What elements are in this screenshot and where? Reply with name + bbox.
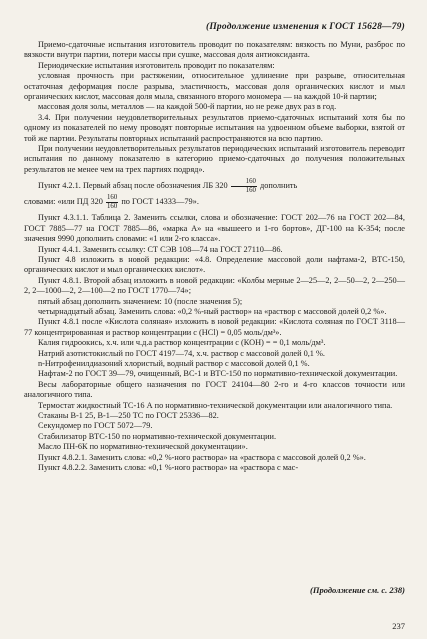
paragraph: Натрий азотистокислый по ГОСТ 4197—74, х.ч. раствор с массовой долей 0,1 %.	[38, 348, 326, 358]
page-header: (Продолжение изменения к ГОСТ 15628—79)	[205, 22, 405, 32]
paragraph: Масло ПН-6К по нормативно-технической документации».	[38, 442, 248, 452]
text-span: Пункт 4.2.1. Первый абзац после обозначения ЛБ 320	[38, 181, 228, 191]
fraction	[231, 178, 257, 194]
paragraph: Термостат жидкостный ТС-16 А по нормативно-технической документации или аналогичного типа.	[38, 400, 393, 410]
paragraph: Стаканы В-1 25, В-1—250 ТС по ГОСТ 25336—82.	[38, 411, 219, 420]
paragraph: четырнадцатый абзац. Заменить слова: «0,2 %-ный раствор» на «раствор с массовой долей 0,2 %».	[38, 306, 387, 316]
fraction-numerator: 160	[107, 194, 118, 202]
paragraph: Секундомер по ГОСТ 5072—79.	[38, 421, 153, 431]
page-number: 237	[392, 621, 405, 631]
paragraph: пятый абзац дополнить значением: 10 (после значения 5);	[38, 296, 243, 306]
fraction-denominator: 160	[107, 202, 118, 210]
paragraph: Калия гидроокись, х.ч. или ч.д.а раствор концентрации с (КОН) = = 0,1 моль/дм³.	[38, 338, 326, 348]
paragraph: условная прочность при растяжении, относительное удлинение при разрыве, относительная остаточная деформация после разрыва, эластичность, массовая доля органических кислот и мыл органических кислот, массовая доля мыла, связанного второго мономера — на каждой 10-й партии;	[24, 71, 405, 102]
paragraph: Пункт 4.8.2.1. Заменить слова: «0,2 %-ного раствора» на «раствора с массовой долей 0,2 %».	[38, 452, 366, 462]
paragraph: Стабилизатор ВТС-150 по нормативно-технической документации.	[38, 431, 277, 441]
text-span: словами: «или ПД 320	[24, 197, 103, 207]
fraction-numerator: 160	[231, 178, 257, 187]
paragraph-4-2-1	[24, 178, 405, 194]
paragraph: n-Нитрофенилдиазоний хлористый, водный раствор с массовой долей 0,1 %.	[38, 358, 310, 368]
paragraph: Пункт 4.8.1 после «Кислота соляная» изложить в новой редакции: «Кислота соляная по ГОСТ 3118—77 концентрированная и раствор концентрации с (HCl) = 0,05 моль/дм³».	[24, 317, 405, 337]
paragraph: массовая доля золы, металлов — на каждой 500-й партии, но не реже двух раз в год.	[38, 102, 337, 112]
paragraph: Нафтам-2 по ГОСТ 39—79, очищенный, ВС-1 и ВТС-150 по нормативно-технической документации.	[38, 369, 398, 379]
paragraph: Весы лабораторные общего назначения по ГОСТ 24104—80 2-го и 4-го классов точности или аналогичного типа.	[24, 379, 405, 400]
continuation-note: (Продолжение см. с. 238)	[310, 585, 405, 595]
paragraph: Пункт 4.8 изложить в новой редакции: «4.8. Определение массовой доли нафтама-2, ВТС-150, органических кислот и мыл органических кислот».	[24, 254, 405, 275]
paragraph: При получении неудовлетворительных результатов периодических испытаний изготовитель переводит испытания по данному показателю в категорию приемо-сдаточных до получения положительных результатов не менее чем на трех партиях подряд».	[24, 144, 405, 174]
paragraph: 3.4. При получении неудовлетворительных результатов приемо-сдаточных испытаний хотя бы по одному из показателей по нему проводят повторные испытания на удвоенном объеме выборки, взятой от той же партии. Результаты повторных испытаний распространяются на всю партию.	[24, 112, 405, 143]
paragraph: Пункт 4.8.2.2. Заменить слова: «0,1 %-ного раствора» на «раствора с мас-	[38, 463, 299, 473]
document-body	[24, 40, 405, 473]
paragraph: Пункт 4.4.1. Заменить ссылку: СТ СЭВ 108—74 на ГОСТ 27110—86.	[38, 244, 283, 254]
paragraph: Приемо-сдаточные испытания изготовитель проводит по показателям: вязкость по Муни, разброс по вязкости внутри партии, потери массы при сушке, массовая доля антиоксиданта.	[24, 40, 405, 60]
text-span: по ГОСТ 14333—79».	[121, 197, 199, 207]
fraction	[106, 194, 118, 210]
fraction-denominator: 160	[245, 186, 256, 194]
paragraph: Пункт 4.8.1. Второй абзац изложить в новой редакции: «Колбы мерные 2—25—2, 2—50—2, 2—250—2, 2—1000—2, 2—100—2 по ГОСТ 1770—74»;	[24, 275, 405, 296]
paragraph: Пункт 4.3.1.1. Таблица 2. Заменить ссылки, слова и обозначение: ГОСТ 202—76 на ГОСТ 202—84, ГОСТ 7885—77 на ГОСТ 7885—86, «марка А» на «вышеего и 1-го бортов», ДГ-100 на К-354; после значения 9990 дополнить словами: «1 или 2-го класса».	[24, 213, 405, 244]
paragraph: Периодические испытания изготовитель проводит по показателям:	[38, 60, 275, 70]
paragraph-4-2-1-cont	[24, 194, 405, 210]
text-span: дополнить	[260, 181, 298, 191]
